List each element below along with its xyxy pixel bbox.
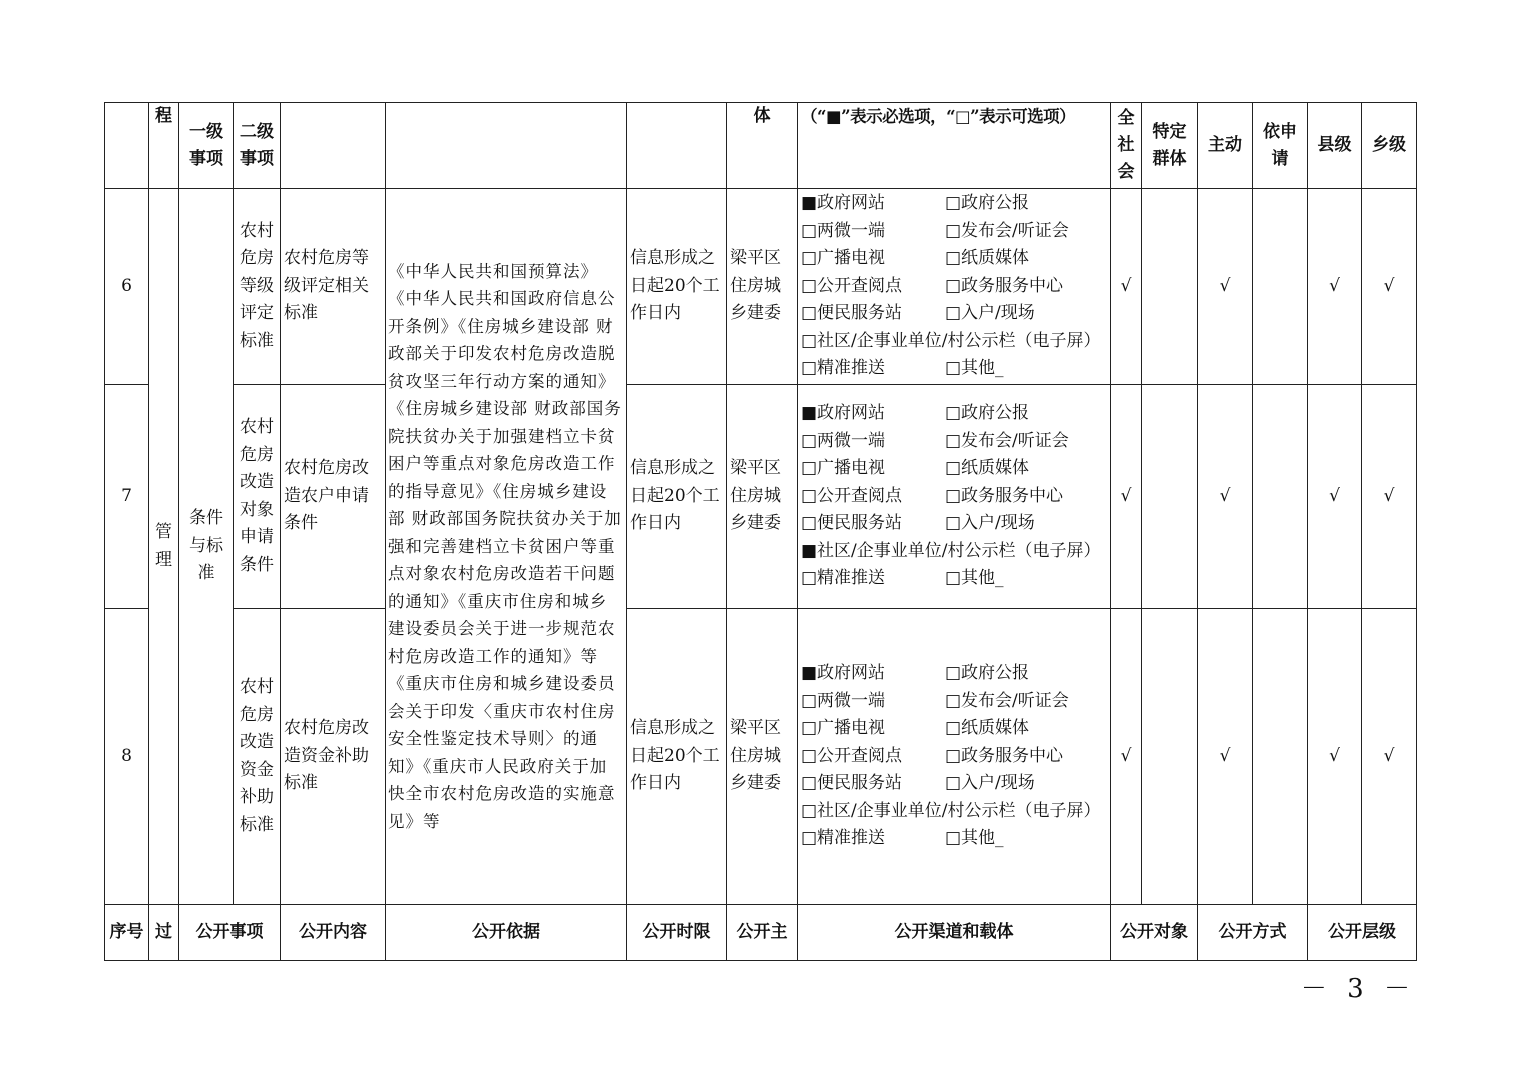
row-county: √ <box>1308 385 1362 609</box>
row-whole-society: √ <box>1111 189 1142 385</box>
row-subject: 梁平区住房城乡建委 <box>727 189 798 385</box>
row-active: √ <box>1198 385 1253 609</box>
row-on-request <box>1253 385 1308 609</box>
channel-option: □入户/现场 <box>945 303 1035 324</box>
footer-level: 公开层级 <box>1308 905 1417 961</box>
row-active: √ <box>1198 609 1253 905</box>
row-county: √ <box>1308 609 1362 905</box>
channel-option: □其他_ <box>945 828 1004 849</box>
header-level2: 二级事项 <box>234 103 281 189</box>
channel-option: □精准推送 <box>801 568 886 589</box>
row-subject: 梁平区住房城乡建委 <box>727 385 798 609</box>
header-process: 程 <box>149 103 179 189</box>
channel-option: □广播电视 <box>801 458 886 479</box>
row-township: √ <box>1362 189 1417 385</box>
channel-option: □公开查阅点 <box>801 485 903 506</box>
channel-option: □便民服务站 <box>801 513 903 534</box>
header-subject-tail: 体 <box>727 103 798 189</box>
row-level2: 农村危房改造资金补助标准 <box>234 609 281 905</box>
channel-option: ■政府网站 <box>801 403 886 424</box>
row-channels <box>798 189 1111 385</box>
header-channels-note: （“■”表示必选项，“□”表示可选项） <box>798 103 1111 189</box>
channel-option: □纸质媒体 <box>945 248 1030 269</box>
row-content: 农村危房等级评定相关标准 <box>281 189 386 385</box>
row-specific-group <box>1142 189 1198 385</box>
channel-option: □政务服务中心 <box>945 485 1064 506</box>
table-row <box>105 189 1417 385</box>
channel-option: □精准推送 <box>801 828 886 849</box>
channel-option: □便民服务站 <box>801 773 903 794</box>
footer-seq: 序号 <box>105 905 149 961</box>
row-whole-society: √ <box>1111 385 1142 609</box>
channel-option: □入户/现场 <box>945 773 1035 794</box>
row-seq: 7 <box>105 385 149 609</box>
row-time-limit: 信息形成之日起20个工作日内 <box>627 189 727 385</box>
channel-option: □纸质媒体 <box>945 718 1030 739</box>
table-row <box>105 609 1417 905</box>
channel-option: □社区/企事业单位/村公示栏（电子屏） <box>801 800 1101 821</box>
channel-option: □政府公报 <box>945 663 1030 684</box>
channel-option: □发布会/听证会 <box>945 690 1069 711</box>
header-county: 县级 <box>1308 103 1362 189</box>
row-level2: 农村危房等级评定标准 <box>234 189 281 385</box>
row-channels <box>798 609 1111 905</box>
row-township: √ <box>1362 609 1417 905</box>
channel-option: □政府公报 <box>945 193 1030 214</box>
header-whole-society: 全社会 <box>1111 103 1142 189</box>
row-specific-group <box>1142 385 1198 609</box>
channel-option: □便民服务站 <box>801 303 903 324</box>
channel-option: □精准推送 <box>801 358 886 379</box>
channel-option: □政府公报 <box>945 403 1030 424</box>
footer-subject: 公开主 <box>727 905 798 961</box>
table-row <box>105 385 1417 609</box>
header-level1: 一级事项 <box>179 103 234 189</box>
row-subject: 梁平区住房城乡建委 <box>727 609 798 905</box>
header-township: 乡级 <box>1362 103 1417 189</box>
footer-basis: 公开依据 <box>386 905 627 961</box>
channel-option: □两微一端 <box>801 690 886 711</box>
row-content: 农村危房改造资金补助标准 <box>281 609 386 905</box>
process-cell: 管理 <box>149 189 179 905</box>
channel-option: □两微一端 <box>801 430 886 451</box>
row-specific-group <box>1142 609 1198 905</box>
row-time-limit: 信息形成之日起20个工作日内 <box>627 385 727 609</box>
channel-option: ■社区/企事业单位/村公示栏（电子屏） <box>801 540 1101 561</box>
footer-time-limit: 公开时限 <box>627 905 727 961</box>
channel-option: □广播电视 <box>801 248 886 269</box>
channel-option: □社区/企事业单位/村公示栏（电子屏） <box>801 330 1101 351</box>
channel-option: □政务服务中心 <box>945 275 1064 296</box>
row-on-request <box>1253 609 1308 905</box>
row-seq: 6 <box>105 189 149 385</box>
row-channels <box>798 385 1111 609</box>
channel-option: □公开查阅点 <box>801 745 903 766</box>
row-active: √ <box>1198 189 1253 385</box>
channel-option: □公开查阅点 <box>801 275 903 296</box>
channel-option: □其他_ <box>945 568 1004 589</box>
footer-channels: 公开渠道和载体 <box>798 905 1111 961</box>
footer-item: 公开事项 <box>179 905 281 961</box>
header-seq-cell <box>105 103 149 189</box>
footer-content: 公开内容 <box>281 905 386 961</box>
channel-option: ■政府网站 <box>801 193 886 214</box>
row-level2: 农村危房改造对象申请条件 <box>234 385 281 609</box>
footer-method: 公开方式 <box>1198 905 1308 961</box>
row-seq: 8 <box>105 609 149 905</box>
header-content-cell <box>281 103 386 189</box>
row-on-request <box>1253 189 1308 385</box>
header-specific-group: 特定群体 <box>1142 103 1198 189</box>
disclosure-table <box>104 102 1417 961</box>
level1-cell: 条件与标准 <box>179 189 234 905</box>
header-row <box>105 103 1417 189</box>
channel-option: □政务服务中心 <box>945 745 1064 766</box>
page-number: － 3 － <box>1300 974 1416 1004</box>
footer-target: 公开对象 <box>1111 905 1198 961</box>
header-time-cell <box>627 103 727 189</box>
row-township: √ <box>1362 385 1417 609</box>
channel-option: □两微一端 <box>801 220 886 241</box>
row-whole-society: √ <box>1111 609 1142 905</box>
footer-process: 过 <box>149 905 179 961</box>
channel-option: □其他_ <box>945 358 1004 379</box>
channel-option: ■政府网站 <box>801 663 886 684</box>
channel-option: □纸质媒体 <box>945 458 1030 479</box>
basis-cell: 《中华人民共和国预算法》《中华人民共和国政府信息公开条例》《住房城乡建设部 财政部关于印发农村危房改造脱贫攻坚三年行动方案的通知》《住房城乡建设部 财政部国务院扶贫办关于加强建档立卡贫困户等重点对象危房改造工作的指导意见》《住房城乡建设部 财政部国务院扶贫办关于加强和完善建档立卡贫困户等重点对象农村危房改造若干问题的通知》《重庆市住房和城乡建设委员会关于进一步规范农村危房改造工作的通知》等《重庆市住房和城乡建设委员会关于印发〈重庆市农村住房安全性鉴定技术导则〉的通知》《重庆市人民政府关于加快全市农村危房改造的实施意见》等 <box>386 189 627 905</box>
header-active: 主动 <box>1198 103 1253 189</box>
header-on-request: 依申请 <box>1253 103 1308 189</box>
footer-header-row <box>105 905 1417 961</box>
channel-option: □发布会/听证会 <box>945 220 1069 241</box>
row-time-limit: 信息形成之日起20个工作日内 <box>627 609 727 905</box>
channel-option: □发布会/听证会 <box>945 430 1069 451</box>
header-basis-cell <box>386 103 627 189</box>
channel-option: □广播电视 <box>801 718 886 739</box>
row-county: √ <box>1308 189 1362 385</box>
channel-option: □入户/现场 <box>945 513 1035 534</box>
row-content: 农村危房改造农户申请条件 <box>281 385 386 609</box>
